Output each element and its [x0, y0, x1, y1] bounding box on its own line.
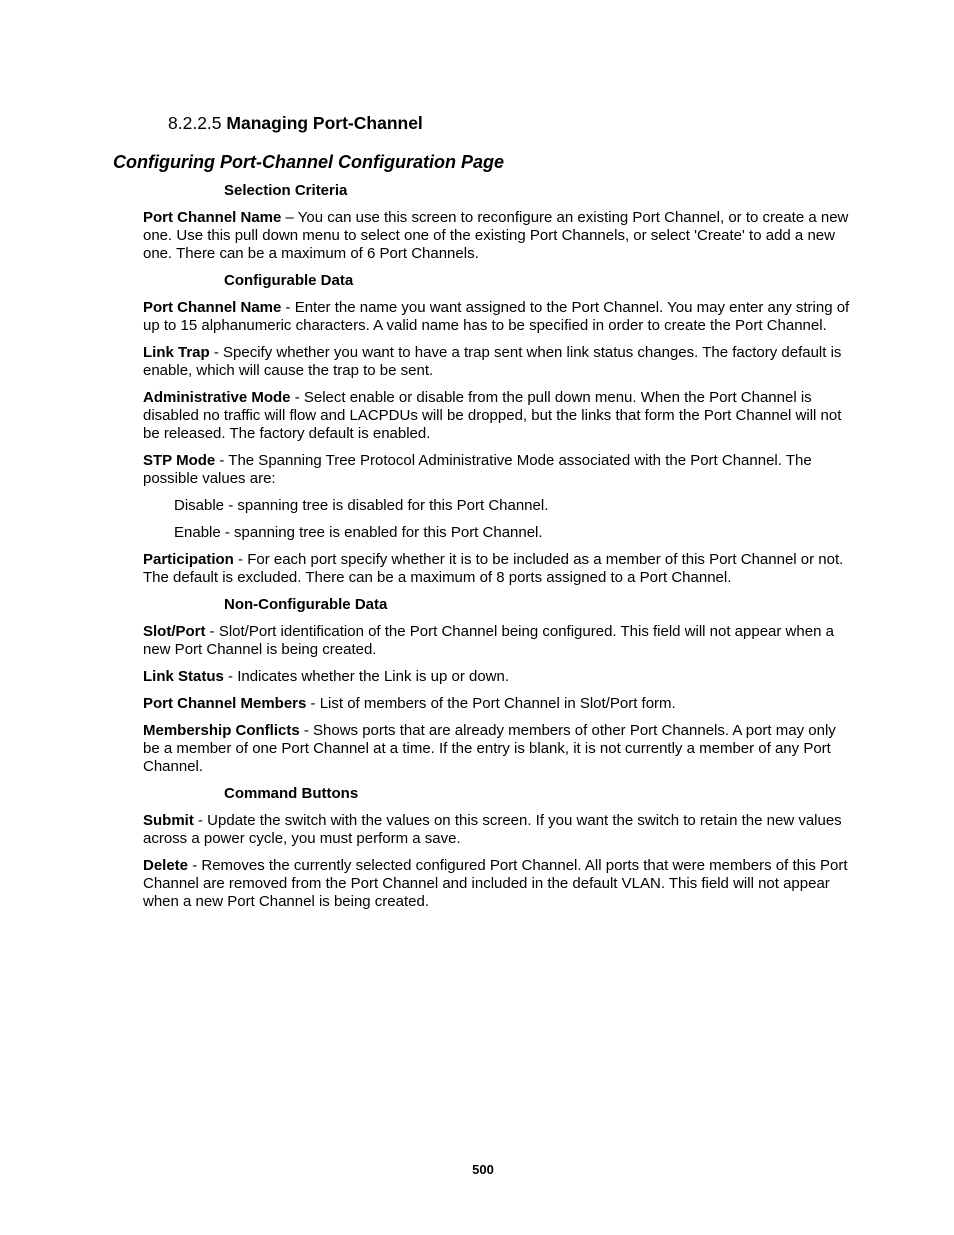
definition-term: Port Channel Members [143, 695, 307, 712]
section-number: 8.2.2.5 [168, 113, 222, 133]
selection-criteria-heading: Selection Criteria [224, 182, 348, 199]
definition-text: - Select enable or disable from the pull down menu. When the Port Channel is disabled no traffic will flow and LACPDUs will be dropped, but the links that form the Port Channel will not be released. The factory default is enabled. [143, 389, 842, 442]
definition-term: Slot/Port [143, 623, 206, 640]
page-heading: Configuring Port-Channel Configuration Page [113, 152, 504, 172]
definition-port-channel-members [143, 695, 856, 713]
definition-term: Administrative Mode [143, 389, 291, 406]
definition-term: Port Channel Name [143, 299, 282, 316]
definition-term: Membership Conflicts [143, 722, 300, 739]
command-buttons-heading: Command Buttons [224, 785, 359, 802]
definition-text: - Update the switch with the values on this screen. If you want the switch to retain the new values across a power cycle, you must perform a save. [143, 812, 842, 847]
definition-stp-mode [143, 452, 856, 488]
non-configurable-data-heading: Non-Configurable Data [224, 596, 388, 613]
definition-term: Link Trap [143, 344, 210, 361]
definition-text: - For each port specify whether it is to be included as a member of this Port Channel or not. The default is excluded. There can be a maximum of 8 ports assigned to a Port Channel. [143, 551, 844, 586]
definition-text: - The Spanning Tree Protocol Administrative Mode associated with the Port Channel. The possible values are: [143, 452, 812, 487]
definition-text: - Shows ports that are already members of other Port Channels. A port may only be a member of one Port Channel at a time. If the entry is blank, it is not currently a member of any Port Channel. [143, 722, 836, 775]
definition-text: – You can use this screen to reconfigure an existing Port Channel, or to create a new one. Use this pull down menu to select one of the existing Port Channels, or select 'Create' to add a new one. There can be a maximum of 6 Port Channels. [143, 209, 849, 262]
definition-submit [143, 812, 856, 848]
definition-membership-conflicts [143, 722, 856, 776]
definition-text: - Removes the currently selected configured Port Channel. All ports that were members of this Port Channel are removed from the Port Channel and included in the default VLAN. This field will not appear when a new Port Channel is being created. [143, 857, 848, 910]
configurable-data-heading: Configurable Data [224, 272, 354, 289]
section-name: Managing Port-Channel [226, 113, 423, 133]
definition-term: Submit [143, 812, 194, 829]
definition-term: STP Mode [143, 452, 216, 469]
definition-link-status [143, 668, 856, 686]
definition-port-channel-name-selection [143, 209, 856, 263]
definition-administrative-mode [143, 389, 856, 443]
definition-port-channel-name [143, 299, 856, 335]
definition-delete [143, 857, 856, 911]
section-title [168, 112, 423, 134]
stp-value-enable: Enable - spanning tree is enabled for this Port Channel. [174, 524, 543, 541]
document-body [143, 182, 856, 920]
definition-text: - Slot/Port identification of the Port Channel being configured. This field will not appear when a new Port Channel is being created. [143, 623, 834, 658]
definition-slot-port [143, 623, 856, 659]
definition-text: - Enter the name you want assigned to the Port Channel. You may enter any string of up to 15 alphanumeric characters. A valid name has to be specified in order to create the Port Channel. [143, 299, 850, 334]
definition-text: - Specify whether you want to have a trap sent when link status changes. The factory default is enable, which will cause the trap to be sent. [143, 344, 842, 379]
definition-term: Link Status [143, 668, 224, 685]
definition-text: - List of members of the Port Channel in Slot/Port form. [306, 695, 676, 712]
definition-link-trap [143, 344, 856, 380]
definition-participation [143, 551, 856, 587]
page-number: 500 [472, 1162, 494, 1177]
stp-value-disable: Disable - spanning tree is disabled for this Port Channel. [174, 497, 549, 514]
definition-text: - Indicates whether the Link is up or down. [223, 668, 510, 685]
definition-term: Delete [143, 857, 189, 874]
definition-term: Port Channel Name [143, 209, 282, 226]
definition-term: Participation [143, 551, 234, 568]
